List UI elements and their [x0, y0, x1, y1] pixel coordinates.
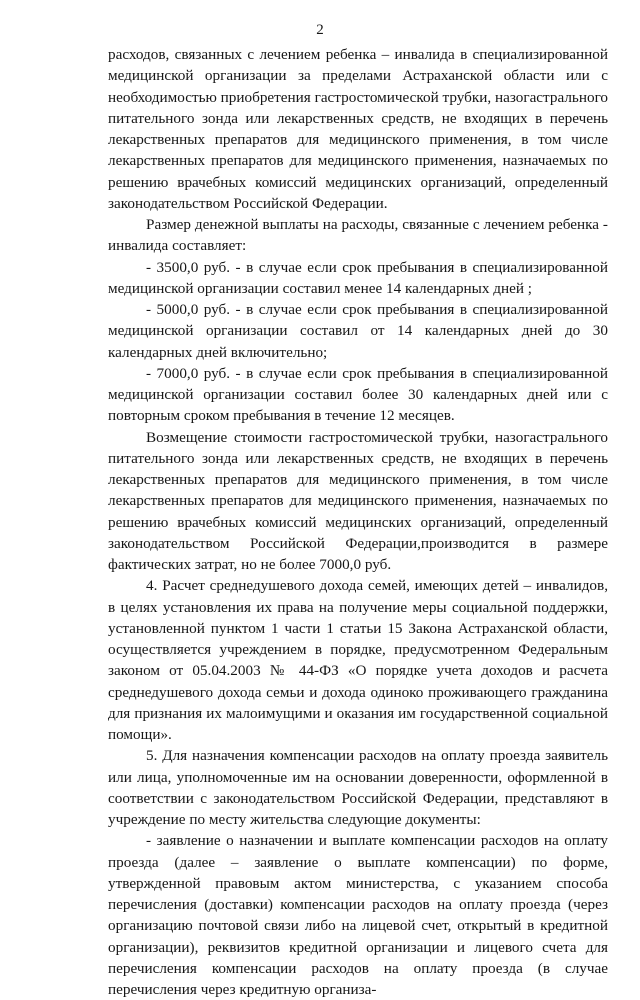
paragraph-4: - 5000,0 руб. - в случае если срок пребывания в специализированной медицинской организации составил от 14 календарных дней до 30 календарных дней включительно; [108, 301, 608, 361]
document-body [108, 44, 608, 1000]
paragraph-7: 4. Расчет среднедушевого дохода семей, имеющих детей – инвалидов, в целях установления их права на получение меры социальной поддержки, установленной пунктом 1 части 1 статьи 15 Закона Астраханской области, осуществляется учреждением в порядке, предусмотренном Федеральным законом от 05.04.2003 № 44-ФЗ «О порядке учета доходов и расчета среднедушевого дохода семьи и дохода одиноко проживающего гражданина для признания их малоимущими и оказания им государственной социальной помощи». [108, 577, 608, 743]
page-number: 2 [316, 22, 324, 38]
paragraph-2: Размер денежной выплаты на расходы, связанные с лечением ребенка - инвалида составляет: [108, 216, 608, 255]
paragraph-3: - 3500,0 руб. - в случае если срок пребывания в специализированной медицинской организации составил менее 14 календарных дней ; [108, 258, 608, 297]
paragraph-1: расходов, связанных с лечением ребенка – инвалида в специализированной медицинской организации за пределами Астраханской области или с необходимостью приобретения гастростомической трубки, назогастрального питательного зонда или лекарственных средств, не входящих в перечень лекарственных препаратов для медицинского применения, в том числе лекарственных препаратов для медицинского применения, назначаемых по решению врачебных комиссий медицинских организаций, определенный законодательством Российской Федерации. [108, 46, 609, 212]
paragraph-5: - 7000,0 руб. - в случае если срок пребывания в специализированной медицинской организации составил более 30 календарных дней или с повторным сроком пребывания в течение 12 месяцев. [108, 364, 608, 425]
paragraph-9: - заявление о назначении и выплате компенсации расходов на оплату проезда (далее – заявление о выплате компенсации) по форме, утвержденной правовым актом министерства, с указанием способа перечисления (доставки) компенсации расходов на оплату проезда (через организацию почтовой связи либо на лицевой счет, открытый в кредитной организации), реквизитов кредитной организации и лицевого счета для перечисления компенсации расходов на оплату проезда (в случае перечисления через кредитную организа- [108, 832, 608, 998]
paragraph-6: Возмещение стоимости гастростомической трубки, назогастрального питательного зонда или лекарственных средств, не входящих в перечень лекарственных препаратов для медицинского применения, в том числе лекарственных препаратов для медицинского применения, назначаемых по решению врачебных комиссий медицинских организаций, определенный законодательством Российской Федерации,производится в размере фактических затрат, но не более 7000,0 руб. [108, 428, 608, 573]
paragraph-8: 5. Для назначения компенсации расходов на оплату проезда заявитель или лица, уполномоченные им на основании доверенности, оформленной в соответствии с законодательством Российской Федерации, представляют в учреждение по месту жительства следующие документы: [108, 747, 608, 828]
